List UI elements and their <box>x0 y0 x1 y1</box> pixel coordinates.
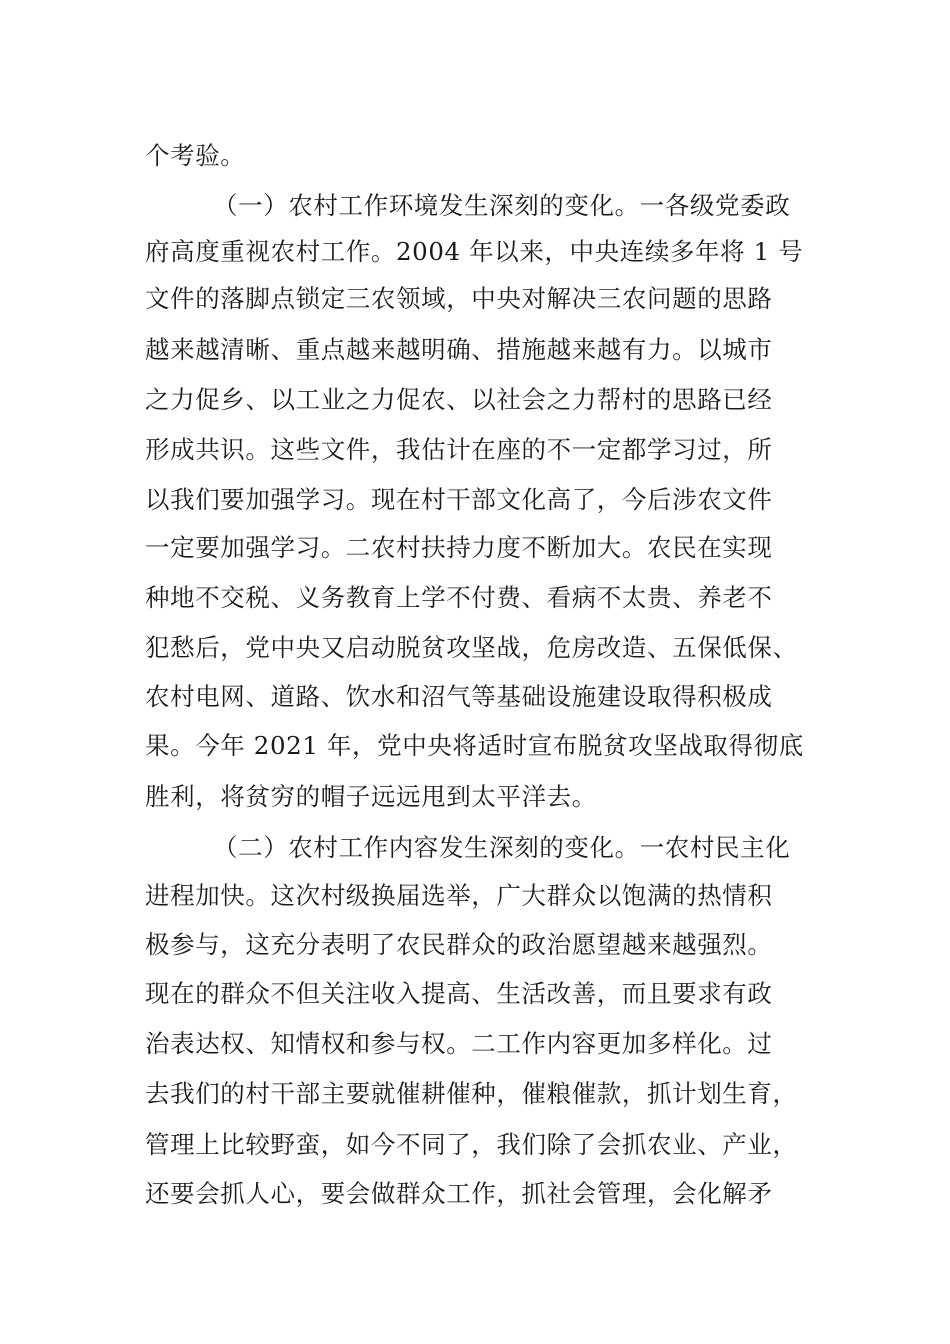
text-line: 文件的落脚点锁定三农领域，中央对解决三农问题的思路 <box>145 284 773 313</box>
text-line: 果。今年 2021 年，党中央将适时宣布脱贫攻坚战取得彻底 <box>145 731 804 760</box>
text-line: 一定要加强学习。二农村扶持力度不断加大。农民在实现 <box>145 533 773 562</box>
text-line: 个考验。 <box>145 141 246 170</box>
text-line: 胜利，将贫穷的帽子远远甩到太平洋去。 <box>145 782 597 811</box>
text-line: 以我们要加强学习。现在村干部文化高了，今后涉农文件 <box>145 485 773 514</box>
paragraph-1-first-line: （一）农村工作环境发生深刻的变化。一各级党委政 <box>213 191 791 220</box>
text-line: 治表达权、知情权和参与权。二工作内容更加多样化。过 <box>145 1029 773 1058</box>
text-line: 越来越清晰、重点越来越明确、措施越来越有力。以城市 <box>145 335 773 364</box>
text-line: 形成共识。这些文件，我估计在座的不一定都学习过，所 <box>145 435 773 464</box>
text-line: 极参与，这充分表明了农民群众的政治愿望越来越强烈。 <box>145 930 773 959</box>
text-line: 府高度重视农村工作。2004 年以来，中央连续多年将 1 号 <box>145 237 804 266</box>
text-line: 管理上比较野蛮，如今不同了，我们除了会抓农业、产业， <box>145 1130 798 1159</box>
text-line: 现在的群众不但关注收入提高、生活改善，而且要求有政 <box>145 979 773 1008</box>
text-line: 种地不交税、义务教育上学不付费、看病不太贵、养老不 <box>145 583 773 612</box>
text-line: 去我们的村干部主要就催耕催种，催粮催款，抓计划生育， <box>145 1079 798 1108</box>
text-line: 之力促乡、以工业之力促农、以社会之力帮村的思路已经 <box>145 385 773 414</box>
text-line: 进程加快。这次村级换届选举，广大群众以饱满的热情积 <box>145 881 773 910</box>
text-line: 还要会抓人心，要会做群众工作，抓社会管理，会化解矛 <box>145 1179 773 1208</box>
paragraph-2-first-line: （二）农村工作内容发生深刻的变化。一农村民主化 <box>213 833 791 862</box>
text-line: 犯愁后，党中央又启动脱贫攻坚战，危房改造、五保低保、 <box>145 633 798 662</box>
text-line: 农村电网、道路、饮水和沼气等基础设施建设取得积极成 <box>145 682 773 711</box>
